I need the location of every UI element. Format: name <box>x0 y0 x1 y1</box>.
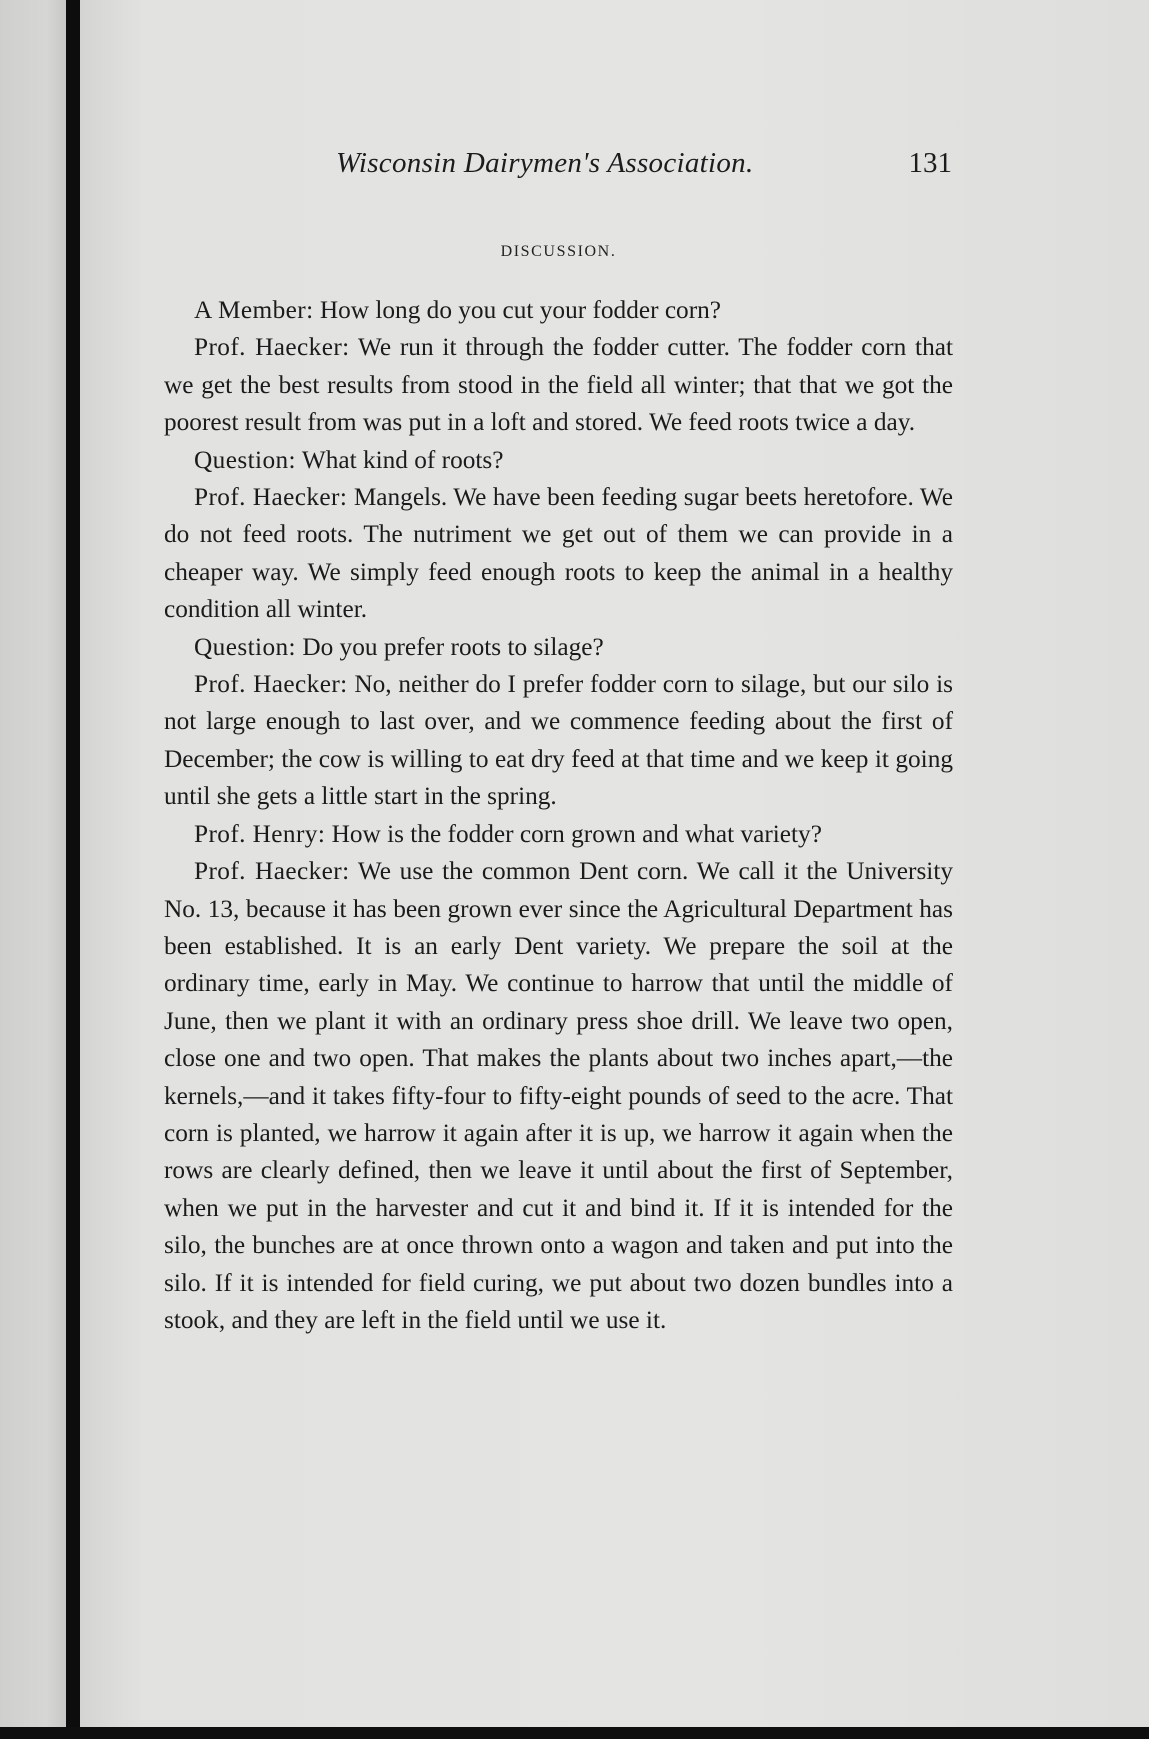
page-number: 131 <box>908 147 952 179</box>
speaker-label: Prof. Haecker: <box>194 333 350 362</box>
left-scan-margin <box>0 0 66 1739</box>
paragraph <box>164 816 953 853</box>
speaker-label: Prof. Haecker: <box>194 670 348 699</box>
paragraph <box>164 666 953 816</box>
speaker-label: Question: <box>194 445 296 474</box>
body-text <box>164 292 953 1339</box>
speaker-label: Prof. Haecker: <box>194 483 348 512</box>
paragraph-text: How long do you cut your fodder corn? <box>319 296 722 324</box>
speaker-label: Prof. Haecker: <box>194 857 350 886</box>
speaker-label: A Member: <box>194 296 314 324</box>
paragraph-text: What kind of roots? <box>301 445 504 474</box>
paragraph <box>164 629 953 666</box>
paragraph-text: Mangels. We have been feeding sugar beets heretofore. We do not feed roots. The nutriment we get out of them we can provide in a cheaper way. We simply feed enough roots to keep the animal in a healthy condition all winter. <box>164 483 953 624</box>
paragraph-text: No, neither do I prefer fodder corn to silage, but our silo is not large enough to last over, and we commence feeding about the first of December; the cow is willing to eat dry feed at that time and we keep it going until she gets a little start in the spring. <box>164 670 953 811</box>
bottom-scan-edge <box>0 1727 1149 1739</box>
paragraph-text: We run it through the fodder cutter. The fodder corn that we get the best results from stood in the field all winter; that that we got the poorest result from was put in a loft and stored. We feed roots twice a day. <box>164 333 953 437</box>
paragraph <box>164 292 953 329</box>
running-head <box>250 147 952 187</box>
book-spine-edge <box>66 0 80 1739</box>
paragraph-text: We use the common Dent corn. We call it the University No. 13, because it has been grown ever since the Agricultural Department has been established. It is an early Dent variety. We prepare the soil at the ordinary time, early in May. We continue to harrow that until the middle of June, then we plant it with an ordinary press shoe drill. We leave two open, close one and two open. That makes the plants about two inches apart,—the kernels,—and it takes fifty-four to fifty-eight pounds of seed to the acre. That corn is planted, we harrow it again after it is up, we harrow it again when the rows are clearly defined, then we leave it until about the first of September, when we put in the harvester and cut it and bind it. If it is intended for the silo, the bunches are at once thrown onto a wagon and taken and put into the silo. If it is intended for field curing, we put about two dozen bundles into a stook, and they are left in the field until we use it. <box>164 857 953 1334</box>
speaker-label: Question: <box>194 632 296 661</box>
paragraph <box>164 329 953 441</box>
paragraph <box>164 479 953 629</box>
running-title: Wisconsin Dairymen's Association. <box>336 147 754 179</box>
paragraph-text: Do you prefer roots to silage? <box>302 632 604 661</box>
paragraph <box>164 853 953 1339</box>
section-title: DISCUSSION. <box>500 243 617 260</box>
speaker-label: Prof. Henry: <box>194 819 326 848</box>
paragraph-text: How is the fodder corn grown and what variety? <box>331 819 822 848</box>
paragraph <box>164 442 953 479</box>
